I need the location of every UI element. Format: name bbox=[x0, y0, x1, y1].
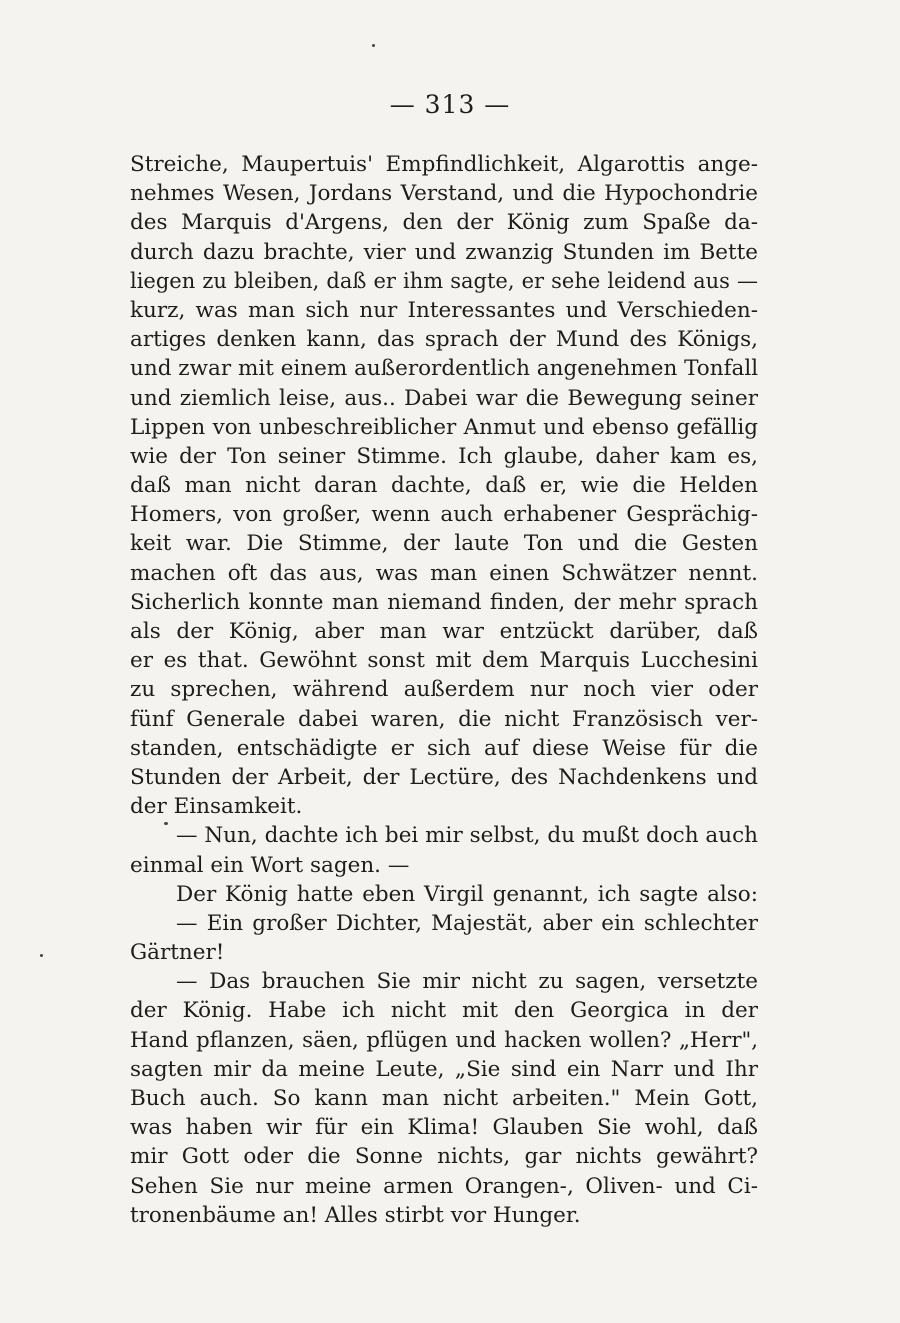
text-line: standen, entschädigte er sich auf diese Weise für die bbox=[130, 735, 758, 761]
text-line: Streiche, Maupertuis' Empfindlichkeit, Algarottis ange- bbox=[130, 152, 758, 177]
text-line: des Marquis d'Argens, den der König zum Spaße da- bbox=[130, 210, 758, 236]
text-line: mir Gott oder die Sonne nichts, gar nichts gewährt? bbox=[130, 1144, 758, 1170]
page-number: — 313 — bbox=[389, 90, 511, 119]
text-line: Homers, von großer, wenn auch erhabener Gesprächig- bbox=[130, 502, 758, 528]
text-line: fünf Generale dabei waren, die nicht Französisch ver- bbox=[130, 706, 758, 732]
text-line: Hand pflanzen, säen, pflügen und hacken wollen? „Herr", bbox=[130, 1027, 758, 1053]
text-line: keit war. Die Stimme, der laute Ton und die Gesten bbox=[130, 531, 758, 557]
text-line: zu sprechen, während außerdem nur noch vier oder bbox=[130, 677, 758, 703]
text-line: Stunden der Arbeit, der Lectüre, des Nachdenkens und bbox=[130, 764, 758, 790]
body-text bbox=[130, 150, 758, 1230]
text-line: kurz, was man sich nur Interessantes und Verschieden- bbox=[130, 297, 758, 323]
text-line: sagten mir da meine Leute, „Sie sind ein Narr und Ihr bbox=[130, 1056, 758, 1082]
text-line: nehmes Wesen, Jordans Verstand, und die Hypochondrie bbox=[130, 181, 758, 207]
text-line: und ziemlich leise, aus.. Dabei war die Bewegung seiner bbox=[130, 385, 758, 411]
print-speck bbox=[164, 822, 168, 825]
text-line: der Einsamkeit. bbox=[130, 794, 303, 820]
text-line: Gärtner! bbox=[130, 940, 225, 966]
text-line: der König. Habe ich nicht mit den Georgica in der bbox=[130, 998, 758, 1024]
text-line: wie der Ton seiner Stimme. Ich glaube, daher kam es, bbox=[130, 443, 758, 469]
text-line: machen oft das aus, was man einen Schwätzer nennt. bbox=[130, 560, 758, 586]
text-line: Sicherlich konnte man niemand finden, der mehr sprach bbox=[130, 589, 758, 615]
text-line: Buch auch. So kann man nicht arbeiten." Mein Gott, bbox=[130, 1086, 758, 1111]
text-line: er es that. Gewöhnt sonst mit dem Marquis Lucchesini bbox=[130, 648, 758, 674]
text-line: Der König hatte eben Virgil genannt, ich sagte also: bbox=[176, 881, 758, 907]
text-line: artiges denken kann, das sprach der Mund des Königs, bbox=[130, 327, 758, 353]
text-line: — Ein großer Dichter, Majestät, aber ein schlechter bbox=[176, 910, 758, 936]
text-line: — Das brauchen Sie mir nicht zu sagen, versetzte bbox=[176, 969, 758, 995]
text-line: als der König, aber man war entzückt darüber, daß bbox=[130, 619, 758, 644]
text-line: was haben wir für ein Klima! Glauben Sie wohl, daß bbox=[130, 1115, 758, 1141]
text-line: daß man nicht daran dachte, daß er, wie die Helden bbox=[130, 473, 758, 499]
print-speck bbox=[40, 954, 43, 957]
text-line: liegen zu bleiben, daß er ihm sagte, er sehe leidend aus — bbox=[130, 268, 758, 293]
text-line: durch dazu brachte, vier und zwanzig Stunden im Bette bbox=[130, 239, 758, 265]
text-line: — Nun, dachte ich bei mir selbst, du mußt doch auch bbox=[176, 823, 758, 849]
text-line: Lippen von unbeschreiblicher Anmut und ebenso gefällig bbox=[130, 414, 758, 440]
text-line: Sehen Sie nur meine armen Orangen-, Oliven- und Ci- bbox=[130, 1173, 758, 1199]
text-line: tronenbäume an! Alles stirbt vor Hunger. bbox=[130, 1202, 581, 1228]
print-speck bbox=[372, 44, 375, 47]
text-line: und zwar mit einem außerordentlich angenehmen Tonfall bbox=[130, 356, 758, 382]
text-line: einmal ein Wort sagen. — bbox=[130, 852, 410, 878]
